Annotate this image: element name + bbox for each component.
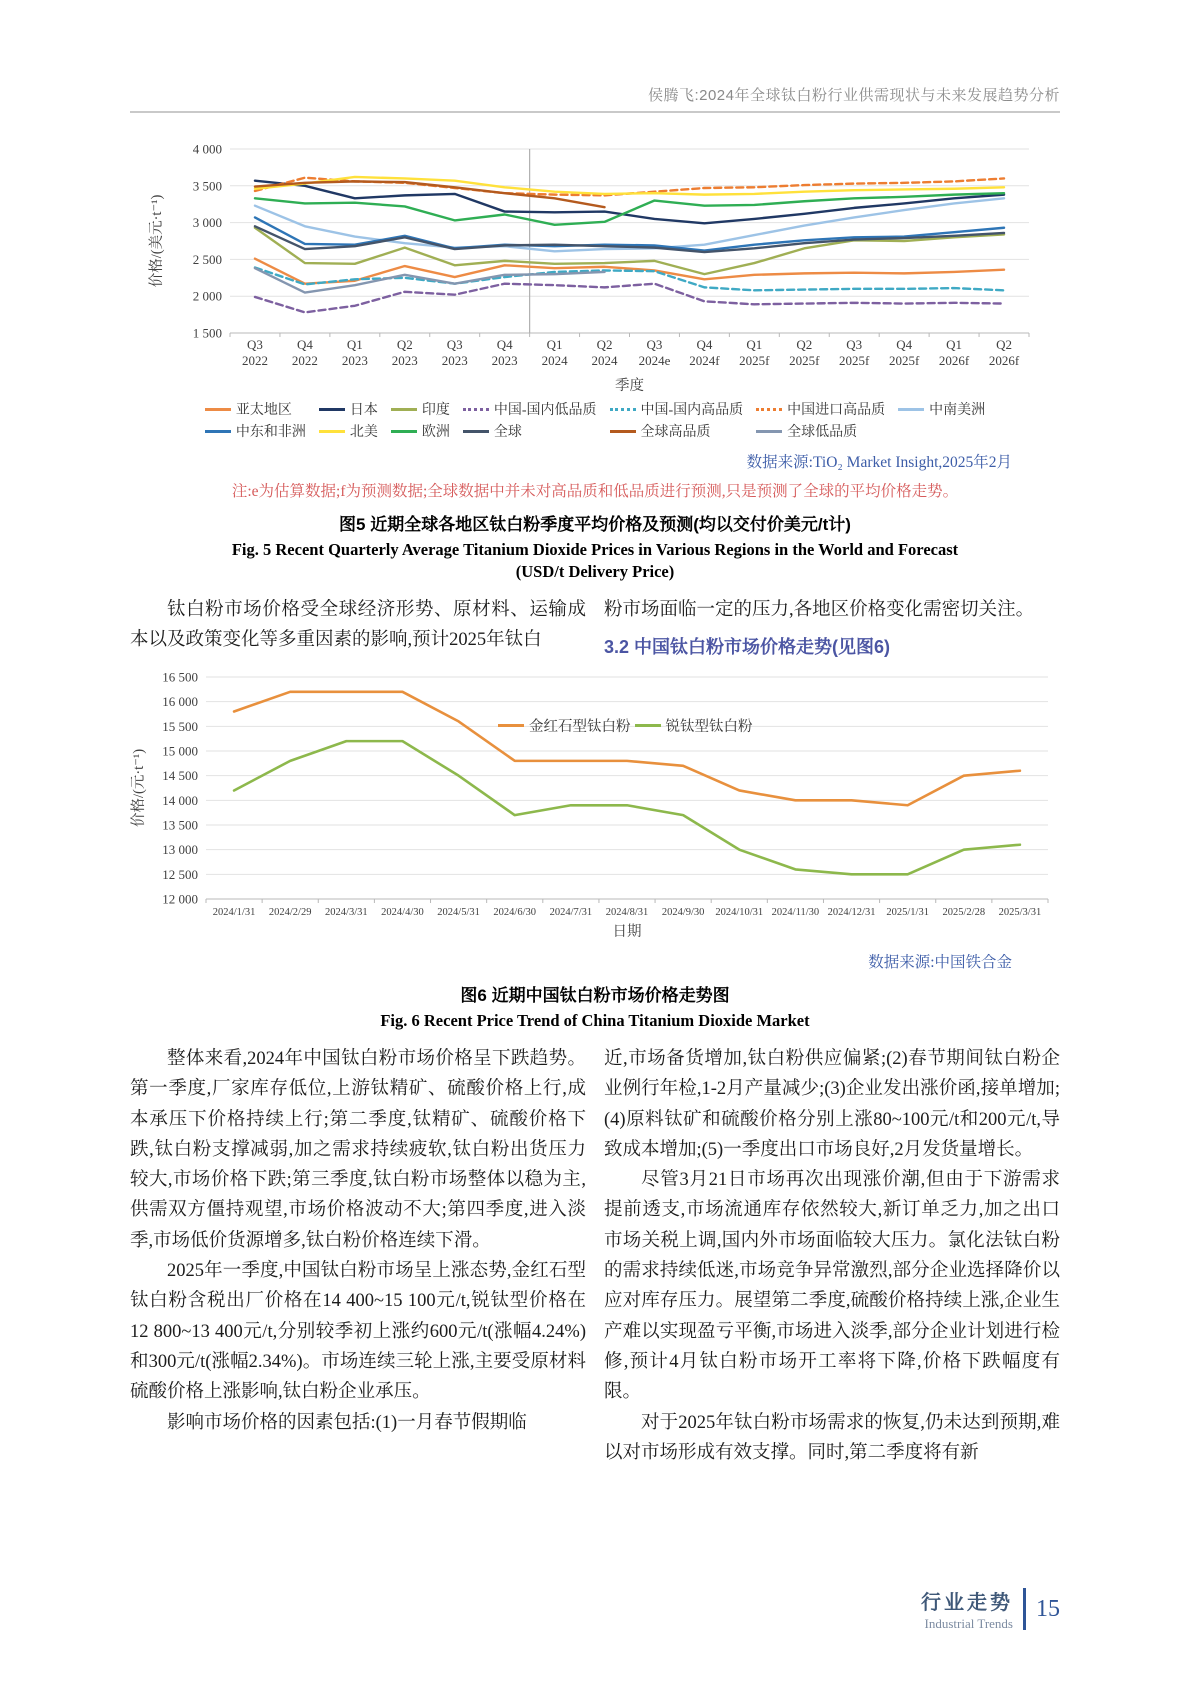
legend-item [391, 421, 450, 441]
legend-swatch [391, 430, 417, 433]
intro-right-column [604, 595, 1060, 663]
legend-item [463, 421, 597, 441]
svg-text:Q1: Q1 [546, 337, 563, 352]
svg-text:Q2: Q2 [796, 337, 813, 352]
legend-item [391, 399, 450, 419]
svg-text:2023: 2023 [441, 353, 468, 368]
legend-label: 中南美洲 [929, 403, 986, 418]
svg-text:价格/(元·t⁻¹): 价格/(元·t⁻¹) [131, 748, 147, 827]
svg-text:2024/5/31: 2024/5/31 [437, 906, 480, 918]
legend-label: 全球 [493, 425, 522, 440]
legend-swatch [498, 724, 524, 727]
legend-swatch [205, 408, 231, 411]
svg-text:2024/11/30: 2024/11/30 [771, 906, 820, 918]
svg-text:2025f: 2025f [789, 353, 820, 368]
legend-label: 欧洲 [421, 425, 450, 440]
svg-text:2024/4/30: 2024/4/30 [381, 906, 424, 918]
svg-text:2024/6/30: 2024/6/30 [493, 906, 537, 918]
svg-text:2025/2/28: 2025/2/28 [942, 906, 986, 918]
intro-paragraph-continued: 粉市场面临一定的压力,各地区价格变化需密切关注。 [604, 600, 1035, 620]
legend-item [610, 399, 744, 419]
legend-label: 中国-国内高品质 [640, 403, 744, 418]
svg-text:2024/7/31: 2024/7/31 [549, 906, 593, 918]
body-paragraph: 尽管3月21日市场再次出现涨价潮,但由于下游需求提前透支,市场流通库存依然较大,新订单乏力,加之出口市场关税上调,国内外市场面临较大压力。氯化法钛白粉的需求持续低迷,市场竞争异常激烈,部分企业选择降价以应对库存压力。展望第二季度,硫酸价格持续上涨,企业生产难以实现盈亏平衡,市场进入淡季,部分企业计划进行检修,预计4月钛白粉市场开工率将下降,价格下跌幅度有限。 [604, 1170, 1060, 1403]
legend-label: 全球低品质 [787, 425, 858, 440]
svg-text:16 000: 16 000 [162, 694, 198, 710]
fig5-note: 注:e为估算数据;f为预测数据;全球数据中并未对高品质和低品质进行预测,只是预测了全球的平均价格走势。 [231, 483, 959, 500]
fig6-legend [498, 715, 753, 736]
body-paragraph: 整体来看,2024年中国钛白粉市场价格呈下跌趋势。第一季度,厂家库存低位,上游钛精矿、硫酸价格上行,成本承压下价格持续上行;第二季度,钛精矿、硫酸价格下跌,钛白粉支撑减弱,加之需求持续疲软,钛白粉出货压力较大,市场价格下跌;第三季度,钛白粉市场整体以稳为主,供需双方僵持观望,市场价格波动不大;第四季度,进入淡季,市场低价货源增多,钛白粉价格连续下滑。 [130, 1048, 586, 1251]
svg-text:Q3: Q3 [646, 337, 663, 352]
fig6-caption-en: Fig. 6 Recent Price Trend of China Titanium Dioxide Market [380, 1010, 810, 1030]
fig6-data-source: 数据来源:中国铁合金 [868, 953, 1012, 971]
svg-text:16 500: 16 500 [162, 669, 198, 685]
svg-text:12 500: 12 500 [162, 866, 198, 882]
legend-swatch [756, 430, 782, 433]
svg-text:Q4: Q4 [696, 337, 713, 352]
svg-text:2023: 2023 [341, 353, 368, 368]
footer-section [921, 1586, 1013, 1632]
svg-text:Q3: Q3 [446, 337, 463, 352]
svg-text:2024: 2024 [541, 353, 568, 368]
fig5-caption-cn: 图5 近期全球各地区钛白粉季度平均价格及预测(均以交付价美元/t计) [339, 515, 851, 534]
legend-label: 全球高品质 [640, 425, 711, 440]
body-left-column [130, 1044, 586, 1469]
legend-swatch [635, 724, 661, 727]
svg-text:2025/1/31: 2025/1/31 [886, 906, 929, 918]
svg-text:日期: 日期 [612, 923, 642, 940]
svg-text:2 000: 2 000 [192, 288, 222, 304]
section-heading-3-2: 3.2 中国钛白粉市场价格走势(见图6) [604, 637, 891, 658]
fig5-data-source: 数据来源:TiO₂ Market Insight,2025年2月 [746, 454, 1012, 471]
svg-text:Q2: Q2 [596, 337, 613, 352]
body-paragraph-continued: 近,市场备货增加,钛白粉供应偏紧;(2)春节期间钛白粉企业例行年检,1-2月产量减少;(3)企业发出涨价函,接单增加;(4)原料钛矿和硫酸价格分别上涨80~100元/t和200元/t,导致成本增加;(5)一季度出口市场良好,2月发货量增长。 [604, 1048, 1060, 1160]
svg-text:14 500: 14 500 [162, 768, 198, 784]
legend-label: 北美 [349, 425, 378, 440]
svg-text:2024/1/31: 2024/1/31 [212, 906, 256, 918]
svg-text:2022: 2022 [241, 353, 268, 368]
svg-text:Q1: Q1 [346, 337, 363, 352]
fig6-chart-wrap [130, 669, 1060, 941]
legend-item [319, 399, 378, 419]
svg-text:2024: 2024 [591, 353, 618, 368]
legend-swatch [391, 408, 417, 411]
svg-text:4 000: 4 000 [192, 141, 222, 157]
body-paragraph: 2025年一季度,中国钛白粉市场呈上涨态势,金红石型钛白粉含税出厂价格在14 400~15 100元/t,锐钛型价格在12 800~13 400元/t,分别较季初上涨约600元/t(涨幅4.24%)和300元/t(涨幅2.34%)。市场连续三轮上涨,主要受原材料硫酸价格上涨影响,钛白粉企业承压。 [130, 1261, 586, 1403]
legend-item [498, 715, 631, 736]
svg-text:Q1: Q1 [946, 337, 963, 352]
header-rule [130, 111, 1060, 113]
legend-item [205, 399, 306, 419]
fig5-caption-en-line2: (USD/t Delivery Price) [515, 562, 675, 581]
svg-text:2025f: 2025f [888, 353, 920, 368]
legend-item [205, 421, 306, 441]
svg-text:3 000: 3 000 [192, 215, 222, 231]
body-paragraph: 对于2025年钛白粉市场需求的恢复,仍未达到预期,难以对市场形成有效支撑。同时,第二季度将有新 [604, 1412, 1060, 1464]
body-paragraph: 影响市场价格的因素包括:(1)一月春节假期临 [167, 1412, 527, 1433]
legend-item [898, 399, 985, 419]
svg-text:2025f: 2025f [739, 353, 770, 368]
svg-text:13 500: 13 500 [162, 817, 198, 833]
legend-item [756, 399, 885, 419]
legend-item [463, 399, 597, 419]
legend-swatch [205, 430, 231, 433]
svg-text:2024e: 2024e [638, 353, 671, 368]
svg-text:2024/10/31: 2024/10/31 [715, 906, 764, 918]
legend-label: 亚太地区 [235, 403, 292, 418]
legend-swatch [463, 408, 489, 411]
svg-text:15 500: 15 500 [162, 718, 198, 734]
svg-text:Q4: Q4 [296, 337, 313, 352]
svg-text:2024/9/30: 2024/9/30 [661, 906, 705, 918]
svg-text:Q2: Q2 [996, 337, 1012, 352]
svg-text:2026f: 2026f [938, 353, 970, 368]
footer-divider-bar [1023, 1588, 1026, 1630]
svg-text:2024/12/31: 2024/12/31 [827, 906, 876, 918]
legend-item [635, 715, 753, 736]
legend-item [756, 421, 885, 441]
legend-swatch [319, 430, 345, 433]
svg-text:2026f: 2026f [988, 353, 1020, 368]
page-content [0, 84, 1187, 1468]
svg-text:Q1: Q1 [746, 337, 763, 352]
legend-label: 中东和非洲 [235, 425, 306, 440]
svg-text:季度: 季度 [615, 378, 644, 394]
fig6-line-chart [130, 669, 1060, 941]
legend-label: 中国进口高品质 [787, 403, 886, 418]
legend-label: 锐钛型钛白粉 [665, 718, 753, 735]
svg-text:12 000: 12 000 [162, 891, 198, 907]
svg-text:2025/3/31: 2025/3/31 [998, 906, 1042, 918]
fig5-line-chart [148, 137, 1043, 395]
svg-text:1 500: 1 500 [192, 325, 222, 341]
legend-label: 印度 [421, 403, 450, 418]
svg-text:Q4: Q4 [896, 337, 913, 352]
legend-label: 日本 [349, 403, 378, 418]
svg-text:2024/3/31: 2024/3/31 [325, 906, 368, 918]
svg-text:15 000: 15 000 [162, 743, 198, 759]
svg-text:2024/2/29: 2024/2/29 [268, 906, 312, 918]
page-number: 15 [1036, 1595, 1060, 1622]
fig5-caption-en: Fig. 5 Recent Quarterly Average Titanium Dioxide Prices in Various Regions in the World and Forecast [231, 540, 959, 559]
svg-text:14 000: 14 000 [162, 792, 198, 808]
svg-text:2023: 2023 [391, 353, 418, 368]
legend-swatch [610, 430, 636, 433]
legend-swatch [463, 430, 489, 433]
body-right-column [604, 1044, 1060, 1469]
svg-text:价格/(美元·t⁻¹): 价格/(美元·t⁻¹) [149, 194, 165, 288]
svg-text:2024/8/31: 2024/8/31 [605, 906, 649, 918]
legend-swatch [756, 408, 782, 411]
intro-left-column [130, 595, 586, 663]
svg-text:Q3: Q3 [247, 337, 263, 352]
footer-section-en: Industrial Trends [924, 1616, 1013, 1631]
svg-text:3 500: 3 500 [192, 178, 222, 194]
legend-label: 金红石型钛白粉 [529, 718, 631, 735]
svg-text:Q4: Q4 [496, 337, 513, 352]
svg-text:13 000: 13 000 [162, 842, 198, 858]
legend-swatch [898, 408, 924, 411]
legend-label: 中国-国内低品质 [493, 403, 597, 418]
svg-text:2025f: 2025f [839, 353, 870, 368]
legend-swatch [319, 408, 345, 411]
legend-item [319, 421, 378, 441]
body-columns [130, 1044, 1060, 1469]
legend-swatch [610, 408, 636, 411]
svg-text:2023: 2023 [491, 353, 518, 368]
intro-paragraph: 钛白粉市场价格受全球经济形势、原材料、运输成本以及政策变化等多重因素的影响,预计2025年钛白 [130, 600, 586, 651]
running-head: 侯腾飞:2024年全球钛白粉行业供需现状与未来发展趋势分析 [647, 87, 1060, 104]
fig5-legend [130, 399, 1060, 441]
svg-text:2024f: 2024f [689, 353, 720, 368]
svg-text:Q2: Q2 [396, 337, 413, 352]
footer-section-cn: 行业走势 [921, 1592, 1013, 1614]
intro-columns [130, 595, 1060, 663]
svg-text:2022: 2022 [291, 353, 318, 368]
svg-text:Q3: Q3 [846, 337, 863, 352]
fig6-caption-cn: 图6 近期中国钛白粉市场价格走势图 [460, 985, 730, 1005]
legend-item [610, 421, 744, 441]
page-footer [921, 1586, 1060, 1632]
svg-text:2 500: 2 500 [192, 251, 222, 267]
